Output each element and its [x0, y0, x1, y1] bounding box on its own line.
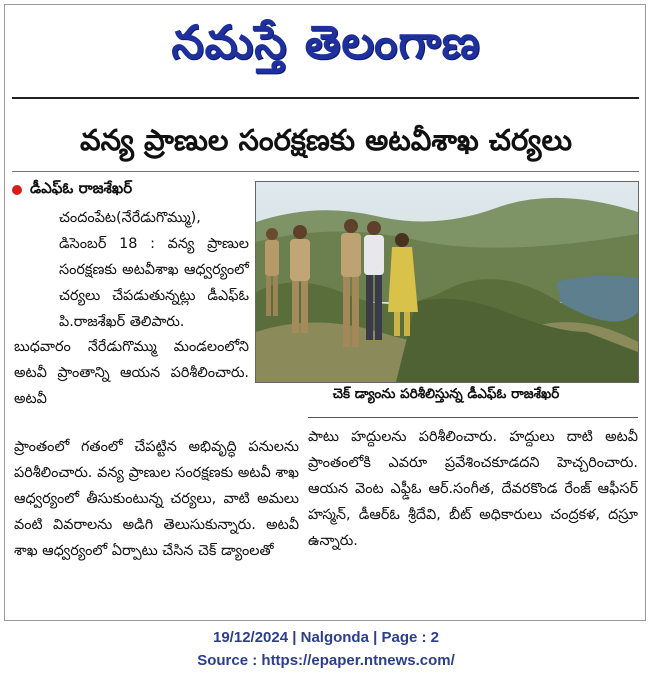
forest-officials-photo	[256, 182, 638, 382]
footer-date-edition: 19/12/2024 | Nalgonda | Page : 2	[213, 629, 439, 646]
footer-source-link[interactable]: Source : https://epaper.ntnews.com/	[197, 652, 455, 669]
article-paragraph-2: బుధవారం నేరేడుగొమ్ము మండలంలోని అటవీ ప్రాంతాన్ని ఆయన పరిశీలించారు. అటవీ	[14, 339, 249, 407]
article-photo	[255, 181, 639, 383]
article-paragraph-1: చందంపేట(నేరేడుగొమ్ము), డిసెంబర్ 18 : వన్య ప్రాణుల సంరక్షణకు అటవీశాఖ ఆధ్వర్యంలో చర్యలు చేపడుతున్నట్లు డీఎఫ్ఓ పి.రాజశేఖర్ తెలిపారు.	[59, 210, 249, 330]
byline-text: డీఎఫ్ఓ రాజశేఖర్	[30, 179, 133, 197]
masthead-divider	[12, 97, 639, 99]
headline-divider	[12, 171, 639, 172]
article-headline: వన్య ప్రాణుల సంరక్షణకు అటవీశాఖ చర్యలు	[79, 123, 573, 157]
masthead-logo: నమస్తే తెలంగాణ	[171, 15, 481, 69]
article-paragraph-3: ప్రాంతంలో గతంలో చేపట్టిన అభివృద్ధి పనులను పరిశీలించారు. వన్య ప్రాణుల సంరక్షణకు అటవీ శాఖ ఆధ్వర్యంలో తీసుకుంటున్న చర్యలు, వాటి అమలు వంటి వివరాలను అడిగి తెలుసుకున్నారు. అటవీ శాఖ ఆధ్వర్యంలో ఏర్పాటు చేసిన చెక్ డ్యాంలతో	[14, 439, 299, 559]
byline	[12, 178, 132, 202]
article-paragraph-4: పాటు హద్దులను పరిశీలించారు. హద్దులు దాటి అటవీ ప్రాంతంలోకి ఎవరూ ప్రవేశించకూడదని హెచ్చరించారు. ఆయన వెంట ఎఫ్డీఓ ఆర్.సంగీత, దేవరకొండ రేంజ్ ఆఫీసర్ హస్మన్, డీఆర్ఓ శ్రీదేవి, బీట్ అధికారులు చంద్రకళ, దస్రూ ఉన్నారు.	[308, 429, 638, 549]
photo-caption: చెక్ డ్యాంను పరిశీలిస్తున్న డీఎఫ్ఓ రాజశేఖర్	[332, 386, 560, 402]
bullet-icon	[12, 185, 22, 195]
column-divider	[308, 417, 638, 418]
